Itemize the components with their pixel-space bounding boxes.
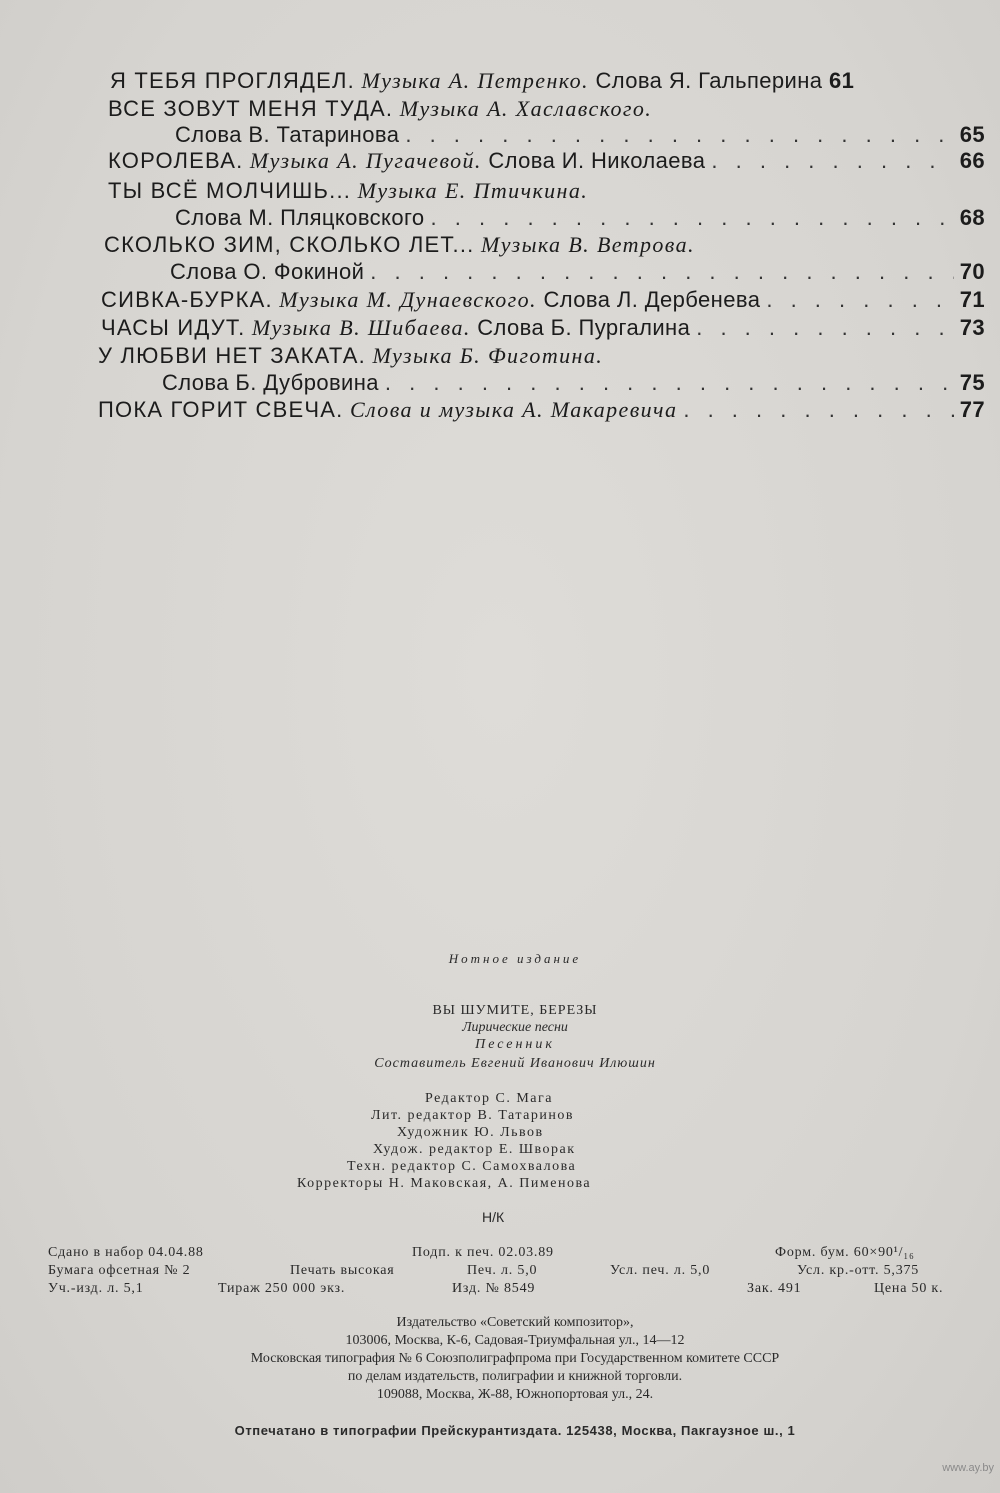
music-credit: Музыка В. Шибаева. bbox=[251, 315, 471, 340]
toc-entry bbox=[108, 178, 588, 204]
book-genre: Песенник bbox=[475, 1037, 555, 1052]
leader-dots bbox=[696, 315, 954, 341]
song-title: ПОКА ГОРИТ СВЕЧА. bbox=[98, 397, 344, 422]
publisher-line: 109088, Москва, Ж-88, Южнопортовая ул., 24. bbox=[376, 1387, 654, 1402]
toc-entry bbox=[104, 232, 695, 258]
spec-cell: Усл. печ. л. 5,0 bbox=[610, 1263, 711, 1278]
page-number: 65 bbox=[959, 122, 985, 147]
music-credit: Музыка А. Хаславского. bbox=[399, 96, 653, 121]
toc-entry bbox=[110, 68, 985, 94]
toc-entry bbox=[101, 287, 985, 313]
music-credit: Слова и музыка А. Макаревича bbox=[349, 397, 678, 422]
compiler: Составитель Евгений Иванович Илюшин bbox=[374, 1056, 656, 1071]
credit-line: Редактор С. Мага bbox=[425, 1091, 553, 1106]
watermark: www.ay.by bbox=[942, 1462, 994, 1474]
music-credit: Музыка Б. Фиготина. bbox=[372, 343, 604, 368]
printed-by: Отпечатано в типографии Прейскурантиздата. 125438, Москва, Пакгаузное ш., 1 bbox=[234, 1423, 796, 1438]
page-number: 70 bbox=[959, 259, 985, 284]
publisher-line: Московская типография № 6 Союзполиграфпрома при Государственном комитете СССР bbox=[250, 1351, 780, 1366]
credit-line: Корректоры Н. Маковская, А. Пименова bbox=[297, 1176, 592, 1191]
song-title: СКОЛЬКО ЗИМ, СКОЛЬКО ЛЕТ... bbox=[104, 232, 475, 257]
spec-cell: Зак. 491 bbox=[747, 1281, 802, 1296]
credit-line: Техн. редактор С. Самохвалова bbox=[347, 1159, 577, 1174]
leader-dots bbox=[385, 370, 954, 396]
music-credit: Музыка Е. Птичкина. bbox=[357, 178, 589, 203]
words-credit: Слова И. Николаева bbox=[488, 148, 706, 173]
spec-cell: Бумага офсетная № 2 bbox=[48, 1263, 191, 1278]
song-title: ВСЕ ЗОВУТ МЕНЯ ТУДА. bbox=[108, 96, 394, 121]
leader-dots bbox=[711, 148, 953, 174]
spec-cell: Изд. № 8549 bbox=[452, 1281, 536, 1296]
page-number: 77 bbox=[959, 397, 985, 422]
spec-cell: Усл. кр.-отт. 5,375 bbox=[797, 1263, 920, 1278]
song-title: СИВКА-БУРКА. bbox=[101, 287, 273, 312]
toc-entry-continuation bbox=[162, 370, 985, 396]
spec-cell: Форм. бум. 60×90¹/₁₆ bbox=[775, 1245, 915, 1260]
words-credit: Слова В. Татаринова bbox=[175, 122, 400, 147]
toc-entry bbox=[108, 96, 652, 122]
publisher-line: Издательство «Советский композитор», bbox=[396, 1315, 634, 1330]
spec-cell: Сдано в набор 04.04.88 bbox=[48, 1245, 204, 1260]
page-number: 73 bbox=[959, 315, 985, 340]
music-credit: Музыка А. Пугачевой. bbox=[249, 148, 482, 173]
song-title: Я ТЕБЯ ПРОГЛЯДЕЛ. bbox=[110, 68, 355, 93]
page-number: 75 bbox=[959, 370, 985, 395]
publisher-line: по делам издательств, полиграфии и книжной торговли. bbox=[347, 1369, 683, 1384]
spec-cell: Печ. л. 5,0 bbox=[467, 1263, 538, 1278]
code-nk: Н/К bbox=[482, 1209, 505, 1225]
leader-dots bbox=[431, 205, 954, 231]
words-credit: Слова О. Фокиной bbox=[170, 259, 365, 284]
leader-dots bbox=[683, 397, 953, 423]
page-number: 61 bbox=[828, 68, 855, 93]
song-title: У ЛЮБВИ НЕТ ЗАКАТА. bbox=[98, 343, 366, 368]
leader-dots bbox=[766, 287, 953, 313]
music-credit: Музыка А. Петренко. bbox=[361, 68, 589, 93]
spec-cell: Цена 50 к. bbox=[874, 1281, 944, 1296]
page-number: 66 bbox=[959, 148, 985, 173]
toc-entry-continuation bbox=[170, 259, 985, 285]
words-credit: Слова Б. Дубровина bbox=[162, 370, 379, 395]
leader-dots bbox=[405, 122, 953, 148]
edition-type: Нотное издание bbox=[448, 951, 582, 966]
credit-line: Лит. редактор В. Татаринов bbox=[371, 1108, 574, 1123]
book-subtitle: Лирические песни bbox=[462, 1020, 568, 1035]
spec-cell: Тираж 250 000 экз. bbox=[218, 1281, 346, 1296]
book-title: ВЫ ШУМИТЕ, БЕРЕЗЫ bbox=[432, 1003, 598, 1018]
spec-cell: Печать высокая bbox=[290, 1263, 395, 1278]
spec-cell: Уч.-изд. л. 5,1 bbox=[48, 1281, 144, 1296]
credit-line: Художник Ю. Львов bbox=[397, 1125, 544, 1140]
words-credit: Слова М. Пляцковского bbox=[175, 205, 425, 230]
toc-entry bbox=[101, 315, 985, 341]
words-credit: Слова Л. Дербенева bbox=[543, 287, 761, 312]
song-title: ЧАСЫ ИДУТ. bbox=[101, 315, 246, 340]
page-number: 71 bbox=[959, 287, 985, 312]
words-credit: Слова Я. Гальперина bbox=[595, 68, 823, 93]
toc-entry bbox=[108, 148, 985, 174]
publisher-line: 103006, Москва, К-6, Садовая-Триумфальная ул., 14—12 bbox=[345, 1333, 685, 1348]
toc-entry bbox=[98, 397, 985, 423]
credit-line: Худож. редактор Е. Шворак bbox=[373, 1142, 576, 1157]
toc-entry bbox=[98, 343, 603, 369]
toc-entry-continuation bbox=[175, 122, 985, 148]
leader-dots bbox=[370, 259, 953, 285]
words-credit: Слова Б. Пургалина bbox=[477, 315, 691, 340]
song-title: ТЫ ВСЁ МОЛЧИШЬ... bbox=[108, 178, 352, 203]
song-title: КОРОЛЕВА. bbox=[108, 148, 244, 173]
toc-entry-continuation bbox=[175, 205, 985, 231]
music-credit: Музыка М. Дунаевского. bbox=[279, 287, 537, 312]
spec-cell: Подп. к печ. 02.03.89 bbox=[412, 1245, 554, 1260]
music-credit: Музыка В. Ветрова. bbox=[481, 232, 695, 257]
page-number: 68 bbox=[959, 205, 985, 230]
